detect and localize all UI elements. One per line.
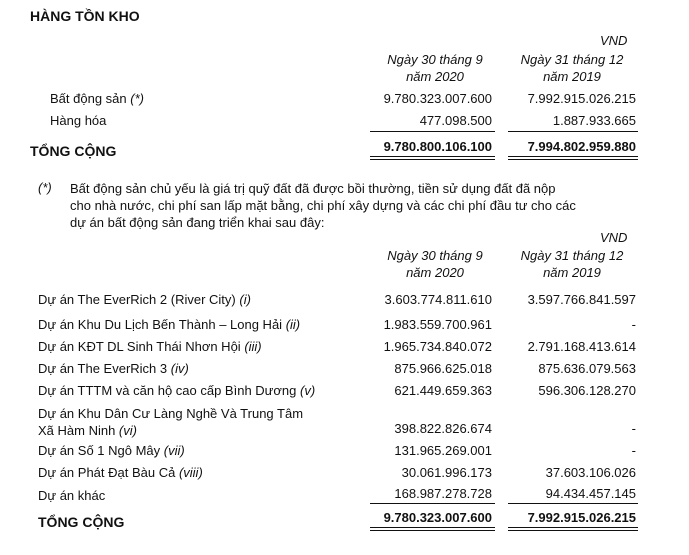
table1-row-value-2: 1.887.933.665 xyxy=(552,113,636,128)
label-line: Dự án Khu Dân Cư Làng Nghề Và Trung Tâm xyxy=(38,406,304,421)
total-double-rule xyxy=(508,530,638,531)
section-title: HÀNG TỒN KHO xyxy=(30,8,140,24)
table2-row-value-2: 875.636.079.563 xyxy=(538,361,636,376)
table1-row-value-1: 477.098.500 xyxy=(419,113,492,128)
table2-row-value-2: 37.603.106.026 xyxy=(545,465,636,480)
header-line: Ngày 30 tháng 9 xyxy=(387,52,483,67)
footnote-line: Bất động sản chủ yếu là giá trị quỹ đất đã được bồi thường, tiền sử dụng đất đã nộp xyxy=(70,181,556,196)
total-double-rule xyxy=(370,530,495,531)
table2-row-value-2: - xyxy=(631,443,636,458)
table2-row-label: Dự án The EverRich 2 (River City) (i) xyxy=(38,292,251,307)
table2-row-label: Dự án khác xyxy=(38,488,106,503)
table1-col2-header xyxy=(502,51,642,85)
currency-label: VND xyxy=(600,230,628,245)
table1-row-label: Hàng hóa xyxy=(50,113,107,128)
table2-row-label: Dự án KĐT DL Sinh Thái Nhơn Hội (iii) xyxy=(38,339,262,354)
header-line: Ngày 31 tháng 12 xyxy=(520,248,624,263)
table2-row-value-1: 875.966.625.018 xyxy=(394,361,492,376)
table2-row-value-1: 1.983.559.700.961 xyxy=(383,317,492,332)
total-double-rule xyxy=(508,156,638,157)
table2-row-value-1: 621.449.659.363 xyxy=(394,383,492,398)
header-line: năm 2019 xyxy=(543,69,601,84)
table1-total-value-1: 9.780.800.106.100 xyxy=(383,139,492,154)
table2-row-value-1: 1.965.734.840.072 xyxy=(383,339,492,354)
table2-col1-header xyxy=(370,247,500,281)
total-double-rule xyxy=(508,527,638,528)
footnote-line: dự án bất động sản đang triển khai sau đây: xyxy=(70,215,325,230)
table1-row-value-1: 9.780.323.007.600 xyxy=(383,91,492,106)
table2-row-label: Dự án Số 1 Ngô Mây (vii) xyxy=(38,443,185,458)
label-line: Xã Hàm Ninh (vi) xyxy=(38,423,137,438)
table2-row-value-2: 94.434.457.145 xyxy=(545,486,636,501)
subtotal-rule xyxy=(508,131,638,132)
table1-col1-header xyxy=(370,51,500,85)
table2-row-value-1: 30.061.996.173 xyxy=(401,465,492,480)
table2-row-value-2: - xyxy=(631,421,636,436)
footnote-marker: (*) xyxy=(38,180,52,195)
header-line: năm 2019 xyxy=(543,265,601,280)
table2-row-value-2: 3.597.766.841.597 xyxy=(527,292,636,307)
table1-total-value-2: 7.994.802.959.880 xyxy=(527,139,636,154)
subtotal-rule xyxy=(370,131,495,132)
header-line: năm 2020 xyxy=(406,265,464,280)
table2-row-value-2: - xyxy=(631,317,636,332)
table2-col2-header xyxy=(502,247,642,281)
table2-row-label xyxy=(38,405,303,439)
table2-row-value-2: 596.306.128.270 xyxy=(538,383,636,398)
subtotal-rule xyxy=(508,503,638,504)
table2-row-label: Dự án TTTM và căn hộ cao cấp Bình Dương (v) xyxy=(38,383,316,398)
header-line: Ngày 30 tháng 9 xyxy=(387,248,483,263)
table2-row-value-1: 131.965.269.001 xyxy=(394,443,492,458)
table2-row-value-1: 398.822.826.674 xyxy=(394,421,492,436)
table1-total-label: TỔNG CỘNG xyxy=(30,143,117,159)
total-double-rule xyxy=(508,159,638,160)
footnote-line: cho nhà nước, chi phí san lấp mặt bằng, chi phí xây dựng và các chi phí đầu tư cho các xyxy=(70,198,576,213)
header-line: Ngày 31 tháng 12 xyxy=(520,52,624,67)
subtotal-rule xyxy=(370,503,495,504)
table2-total-label: TỔNG CỘNG xyxy=(38,514,125,530)
table2-row-value-2: 2.791.168.413.614 xyxy=(527,339,636,354)
header-line: năm 2020 xyxy=(406,69,464,84)
table1-row-value-2: 7.992.915.026.215 xyxy=(527,91,636,106)
table2-row-value-1: 168.987.278.728 xyxy=(394,486,492,501)
table1-row-label: Bất động sản (*) xyxy=(50,91,144,106)
table2-total-value-1: 9.780.323.007.600 xyxy=(383,510,492,525)
currency-label: VND xyxy=(600,33,628,48)
total-double-rule xyxy=(370,527,495,528)
table2-row-label: Dự án Khu Du Lịch Bến Thành – Long Hải (ii) xyxy=(38,317,301,332)
table2-row-label: Dự án The EverRich 3 (iv) xyxy=(38,361,189,376)
table2-row-value-1: 3.603.774.811.610 xyxy=(384,292,492,307)
footnote-text xyxy=(70,180,576,231)
total-double-rule xyxy=(370,156,495,157)
table2-total-value-2: 7.992.915.026.215 xyxy=(527,510,636,525)
total-double-rule xyxy=(370,159,495,160)
table2-row-label: Dự án Phát Đạt Bàu Cả (viii) xyxy=(38,465,203,480)
